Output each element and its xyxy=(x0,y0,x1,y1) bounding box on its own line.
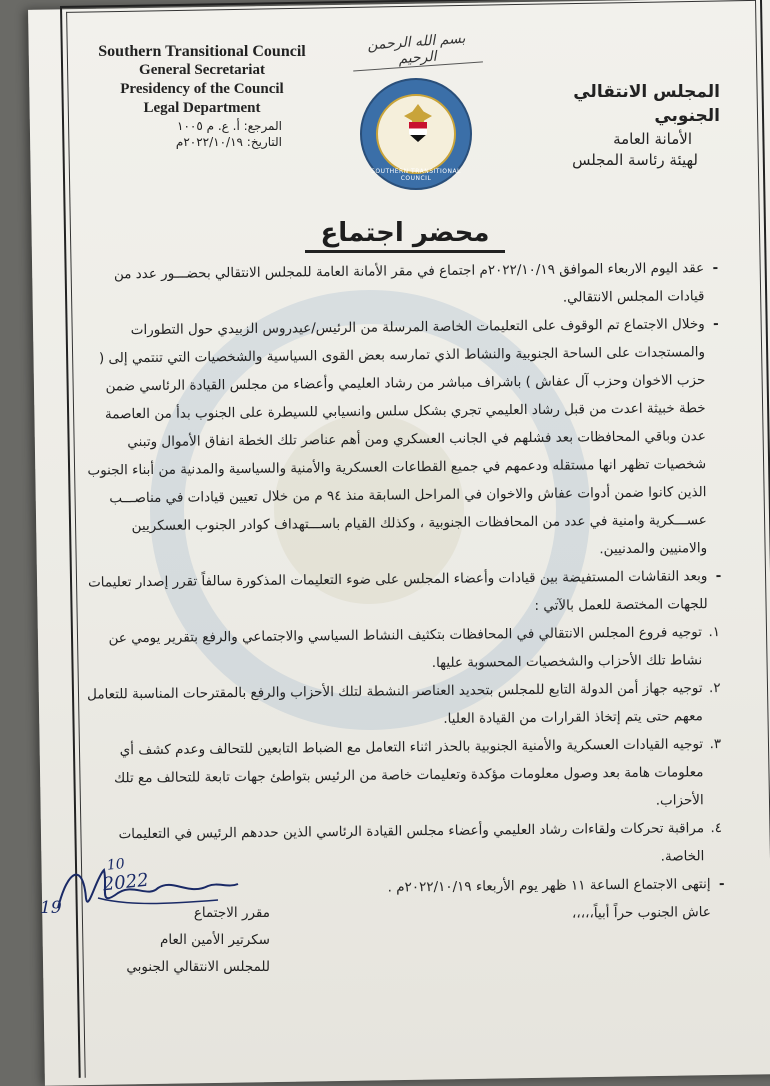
signatory-role: سكرتير الأمين العام xyxy=(160,932,270,948)
signatory-block xyxy=(70,900,270,981)
reference-block xyxy=(132,118,282,150)
list-item: ٢. توجيه جهاز أمن الدولة التابع للمجلس بتحديد العناصر النشطة لتلك الأحزاب والرفع بالمقترحات المناسبة للتعامل معهم حتى يتم إتخاذ القرارات من القيادة العليا. xyxy=(86,679,721,727)
closing-line: - إنتهى الاجتماع الساعة ١١ ظهر يوم الأربعاء ٢٠٢٢/١٠/١٩م . xyxy=(387,875,725,896)
document-title: محضر اجتماع xyxy=(290,218,520,253)
secretariat-en: General Secretariat xyxy=(139,62,265,78)
reference-number: المرجع: أ. ع. م ١٠٠٥ xyxy=(177,119,282,133)
signatory-org: للمجلس الانتقالي الجنوبي xyxy=(126,959,270,975)
signatory-title: مقرر الاجتماع xyxy=(193,905,270,921)
presidency-ar: لهيئة رئاسة المجلس xyxy=(572,151,698,169)
department-en: Legal Department xyxy=(143,100,261,116)
reference-date: التاريخ: ٢٠٢٢/١٠/١٩م xyxy=(175,135,282,149)
basmala-calligraphy: بسم الله الرحمن الرحيم xyxy=(351,30,483,73)
document-body xyxy=(78,254,725,933)
presidency-en: Presidency of the Council xyxy=(120,81,284,97)
english-letterhead xyxy=(82,42,322,118)
paragraph: - عقد اليوم الاربعاء الموافق ٢٠٢٢/١٠/١٩م اجتماع في مقر الأمانة العامة للمجلس الانتقالي بحضـــور عدد من قيادات المجلس الانتقالي. xyxy=(113,259,719,306)
slogan: عاش الجنوب حراً أبياً،،،،، xyxy=(571,904,711,922)
secretariat-ar: الأمانة العامة xyxy=(613,130,692,148)
list-item: ١. توجيه فروع المجلس الانتقالي في المحافظات بتكثيف النشاط السياسي والاجتماعي والرفع بتقرير يومي عن نشاط تلك الأحزاب والشخصيات المحسوبة عليها. xyxy=(108,624,721,672)
handwritten-day: 19 xyxy=(40,898,62,918)
org-name-en: Southern Transitional Council xyxy=(98,43,306,60)
org-name-ar: المجلس الانتقالي الجنوبي xyxy=(573,82,720,126)
paragraph: - وبعد النقاشات المستفيضة بين قيادات وأعضاء المجلس على ضوء التعليمات المذكورة سالفاً تقرر إصدار تعليمات للجهات المختصة للعمل بالآتي : xyxy=(87,567,722,614)
list-item: ٣. توجيه القيادات العسكرية والأمنية الجنوبية بالحذر اثناء التعامل مع الضباط التابعين للتحالف وعدم كشف أي معلومات هامة بعد وصول معلومات مؤكدة وتعليمات خاصة من الرئيس بتواطئ جهات تابعة للتحالف مع تلك الأحزاب. xyxy=(114,735,722,809)
handwritten-date: 10 2022 xyxy=(101,856,150,896)
arabic-letterhead xyxy=(520,80,720,170)
list-item: ٤. مراقبة تحركات ولقاءات رشاد العليمي وأعضاء مجلس القيادة الرئاسي الذين حددهم الرئيس في التعليمات الخاصة. xyxy=(118,819,723,865)
paragraph: - وخلال الاجتماع تم الوقوف على التعليمات الخاصة المرسلة من الرئيس/عيدروس الزبيدي حول التطورات والمستجدات على الساحة الجنوبية والنشاط الذي تمارسه بعض القوى السياسية والشخصيات التي تنتمي إلى ( حزب الاخوان وحزب آل عفاش ) باشراف مباشر من رشاد العليمي وأعضاء من مجلس القيادة الرئاسي ضمن خطة خبيثة اعدت من قبل رشاد العليمي تجري بشكل سلس وانسيابي للسيطرة على الجنوب بدأ من العاصمة عدن وباقي المحافظات بعد فشلهم في الجانب العسكري ومن أهم عناصر تلك الخطة انفاق الأموال وتبني شخصيات تظهر انها مستقله ودعمهم في جميع القطاعات العسكرية والأمنية والسياسية والمدنية من أبناء الجنوب الذين كانوا ضمن أدوات عفاش والاخوان في المراحل السابقة منذ ٩٤ م من خلال تعيين قيادات في مناصـــب عســـكرية وامنية في عدد من المحافظات الجنوبية ، وكذلك القيام باســـتهداف كوادر الجنوب العسكريين والامنيين والمدنيين. xyxy=(87,315,719,558)
council-emblem-logo: SOUTHERN TRANSITIONAL COUNCIL xyxy=(360,78,472,190)
